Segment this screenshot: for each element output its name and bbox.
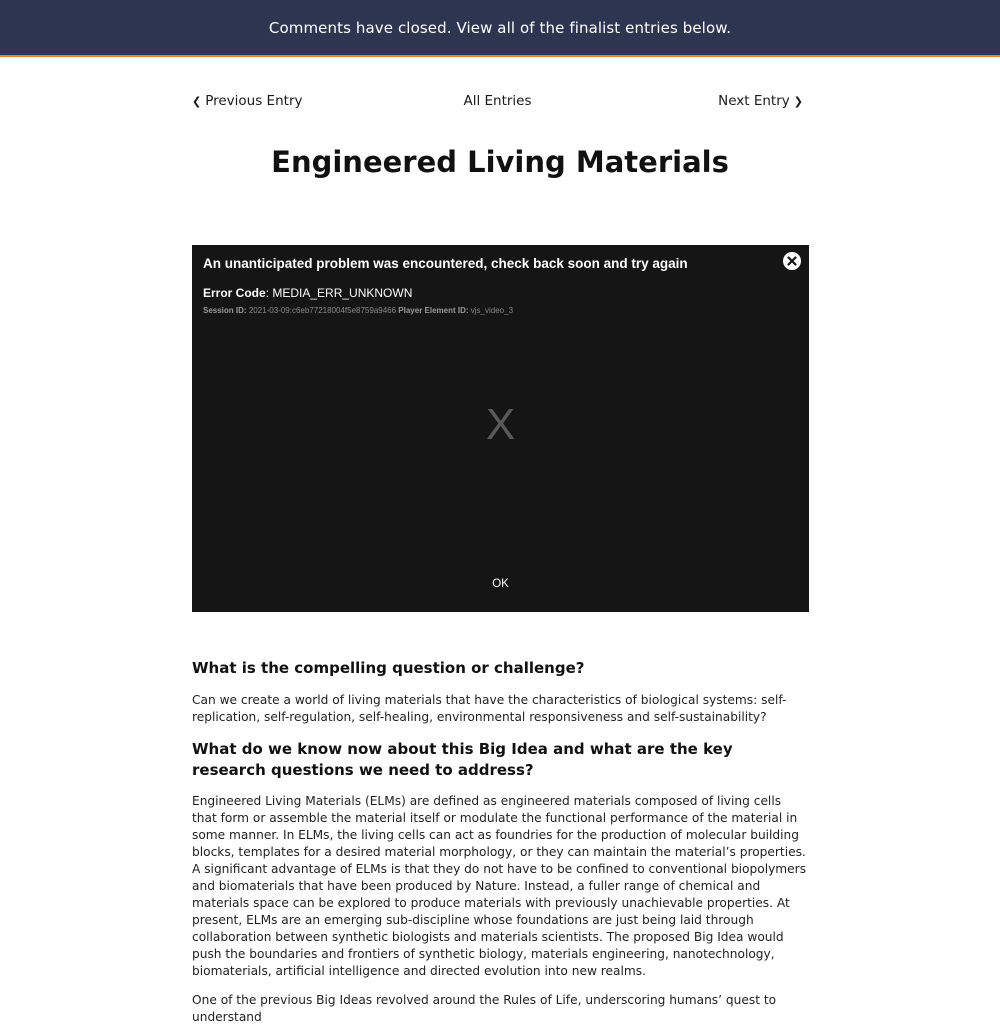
error-code-label: Error Code (203, 286, 266, 300)
previous-entry-label: Previous Entry (205, 93, 303, 109)
next-entry-link[interactable] (718, 93, 803, 109)
player-element-value: vjs_video_3 (470, 306, 514, 315)
error-code-value: MEDIA_ERR_UNKNOWN (272, 286, 413, 300)
paragraph-elms: Engineered Living Materials (ELMs) are defined as engineered materials composed of living cells that form or assemble the material itself or modulate the functional performance of the material in some manner. In ELMs, the living cells can act as foundries for the production of molecular building blocks, templates for a desired material morphology, or they can maintain the material’s properties. A significant advantage of ELMs is that they do not have to be confined to conventional biopolymers and biomaterials that have been produced by Nature. Instead, a fuller range of chemical and materials space can be explored to produce materials with previously unachievable properties. At present, ELMs are an emerging sub-discipline whose foundations are just being laid through collaboration between synthetic biologists and materials scientists. The proposed Big Idea would push the boundaries and frontiers of synthetic biology, materials engineering, nanotechnology, biomaterials, artificial intelligence and directed evolution into new realms. (192, 794, 807, 978)
session-info (203, 306, 513, 315)
ok-button[interactable]: OK (192, 578, 809, 590)
next-entry-label: Next Entry (718, 93, 790, 109)
close-circle-icon (787, 256, 797, 266)
all-entries-link[interactable] (192, 93, 803, 109)
chevron-left-icon: ❮ (192, 94, 202, 108)
chevron-right-icon: ❯ (793, 94, 803, 108)
paragraph-rules-of-life: One of the previous Big Ideas revolved around the Rules of Life, underscoring humans’ quest to understand (192, 993, 777, 1024)
video-player-error[interactable] (192, 245, 809, 612)
error-headline: An unanticipated problem was encountered, check back soon and try again (203, 256, 688, 271)
session-id-value: 2021-03-09:c6eb77218004f5e8759a9466 (248, 306, 397, 315)
error-x-icon: X (485, 400, 516, 449)
error-code: Error Code: MEDIA_ERR_UNKNOWN (203, 286, 413, 300)
player-element-label: Player Element ID: (398, 306, 469, 315)
banner-text: Comments have closed. View all of the finalist entries below. (268, 18, 732, 37)
entry-navigation (192, 93, 803, 115)
session-id-label: Session ID: (203, 306, 247, 315)
entry-content (192, 658, 809, 1026)
comments-closed-banner (0, 0, 1000, 57)
all-entries-label: All Entries (463, 93, 532, 109)
paragraph-compelling: Can we create a world of living materials that have the characteristics of biological systems: self-replication, self-regulation, self-healing, environmental responsiveness and self-sustainability? (192, 693, 787, 724)
close-error-button[interactable] (783, 252, 801, 270)
question-compelling: What is the compelling question or challenge? (192, 659, 585, 677)
question-key-research: What do we know now about this Big Idea and what are the key research questions we need to address? (192, 740, 733, 779)
page-title: Engineered Living Materials (271, 145, 729, 179)
